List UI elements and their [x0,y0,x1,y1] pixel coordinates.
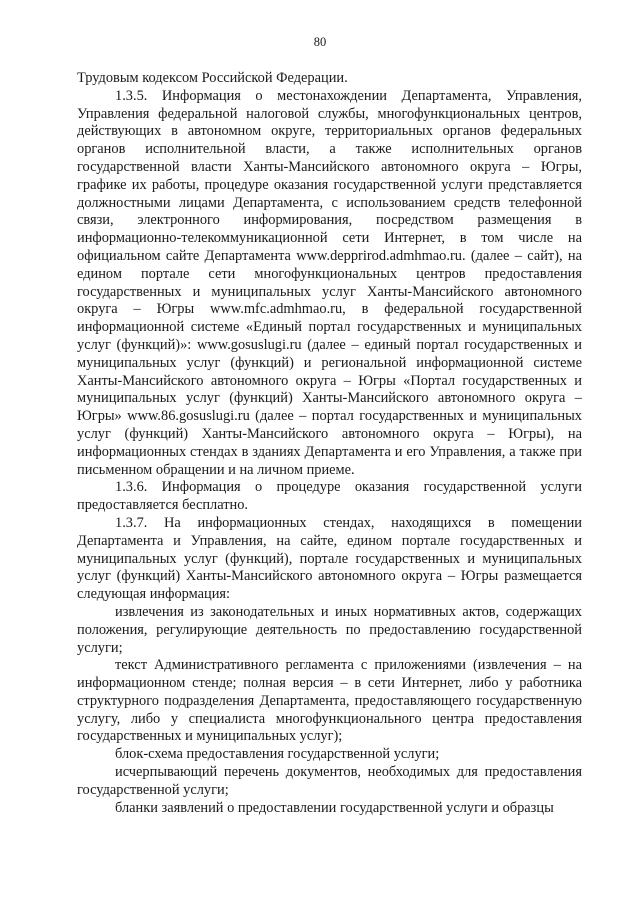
paragraph-1-3-6: 1.3.6. Информация о процедуре оказания государственной услуги предоставляется бесплатно. [77,479,582,514]
paragraph-continuation: Трудовым кодексом Российской Федерации. [77,70,348,86]
list-item-application-forms: бланки заявлений о предоставлении государственной услуги и образцы [115,799,554,816]
list-item-documents: исчерпывающий перечень документов, необходимых для предоставления государственной услуги; [77,764,582,798]
list-item-flowchart: блок-схема предоставления государственной услуги; [115,746,440,763]
document-body [77,70,582,817]
page-number: 80 [313,35,327,49]
paragraph-1-3-5: 1.3.5. Информация о местонахождении Департамента, Управления, Управления федеральной налоговой службы, многофункциональных центров, действующих в автономном округе, территориальных органов федеральных органов исполнительной власти, а также исполнительных органов государственной власти Ханты-Мансийского автономного округа – Югры, графике их работы, процедуре оказания государственной услуги представляется должностными лицами Департамента, с использованием средств телефонной связи, электронного информирования, посредством размещения в информационно-телекоммуникационной сети Интернет, в том числе на официальном сайте Департамента www.depprirod.admhmao.ru. (далее – сайт), на едином портале сети многофункциональных центров предоставления государственных и муниципальных услуг Ханты-Мансийского автономного округа – Югры www.mfc.admhmao.ru, в федеральной государственной информационной системе «Единый портал государственных и муниципальных услуг (функций)»: www.gosuslugi.ru (далее – единый портал государственных и муниципальных услуг (функций) и региональной информационной системе Ханты-Мансийского автономного округа – Югры «Портал государственных и муниципальных услуг (функций) Ханты-Мансийского автономного округа – Югры» www.86.gosuslugi.ru (далее – портал государственных и муниципальных услуг (функций) Ханты-Мансийского автономного округа – Югры), на информационных стендах в зданиях Департамента и его Управления, а также при письменном обращении и на личном приеме. [77,87,582,478]
list-item-regulation-text: текст Административного регламента с приложениями (извлечения – на информационном стенде; полная версия – в сети Интернет, либо у работника структурного подразделения Департамента, предоставляющего государственную услугу, либо у специалиста многофункционального центра предоставления государственных и муниципальных услуг); [77,657,582,745]
list-item-extracts: извлечения из законодательных и иных нормативных актов, содержащих положения, регулирующие деятельность по предоставлению государственной услуги; [77,603,582,656]
paragraph-1-3-7: 1.3.7. На информационных стендах, находящихся в помещении Департамента и Управления, на сайте, едином портале государственных и муниципальных услуг (функций), портале государственных и муниципальных услуг (функций) Ханты-Мансийского автономного округа – Югры размещается следующая информация: [77,514,582,603]
